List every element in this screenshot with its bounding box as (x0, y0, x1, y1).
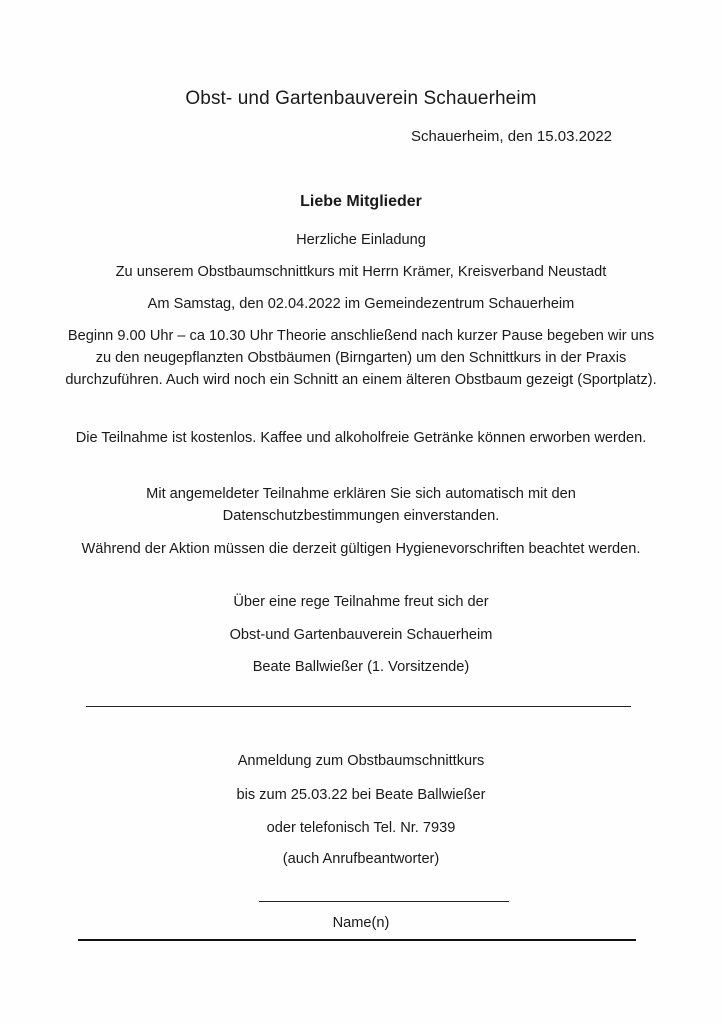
name-fill-line (259, 901, 509, 902)
date-line: Schauerheim, den 15.03.2022 (411, 128, 612, 145)
privacy-paragraph: Mit angemeldeter Teilnahme erklären Sie sich automatisch mit den Datenschutzbestimmungen einverstanden. (146, 486, 576, 524)
course-paragraph: Zu unserem Obstbaumschnittkurs mit Herrn Krämer, Kreisverband Neustadt (115, 264, 607, 280)
hygiene-paragraph: Während der Aktion müssen die derzeit gültigen Hygienevorschriften beachtet werden. (81, 541, 641, 557)
registration-line: Anmeldung zum Obstbaumschnittkurs (237, 753, 485, 769)
cost-paragraph: Die Teilnahme ist kostenlos. Kaffee und alkoholfreie Getränke können erworben werden. (75, 430, 647, 446)
salutation: Liebe Mitglieder (300, 193, 422, 210)
organization-title: Obst- und Gartenbauverein Schauerheim (185, 88, 537, 109)
registration-line: bis zum 25.03.22 bei Beate Ballwießer (236, 787, 486, 803)
invitation-heading: Herzliche Einladung (296, 232, 426, 248)
cut-line-divider (86, 706, 631, 707)
closing-line: Über eine rege Teilnahme freut sich der (233, 594, 489, 610)
registration-line: oder telefonisch Tel. Nr. 7939 (266, 820, 456, 836)
date-location-paragraph: Am Samstag, den 02.04.2022 im Gemeindezentrum Schauerheim (147, 296, 575, 312)
schedule-paragraph: Beginn 9.00 Uhr – ca 10.30 Uhr Theorie anschließend nach kurzer Pause begeben wir uns zu den neugepflanzten Obstbäumen (Birngarten) um den Schnittkurs in der Praxis durchzuführen. Auch wird noch ein Schnitt an einem älteren Obstbaum gezeigt (Sportplatz). (65, 328, 657, 388)
registration-line: (auch Anrufbeantworter) (282, 851, 440, 867)
bottom-divider (78, 939, 636, 941)
signature-organization: Obst-und Gartenbauverein Schauerheim (229, 627, 493, 643)
name-label: Name(n) (332, 915, 390, 931)
signature-name: Beate Ballwießer (1. Vorsitzende) (252, 659, 470, 675)
